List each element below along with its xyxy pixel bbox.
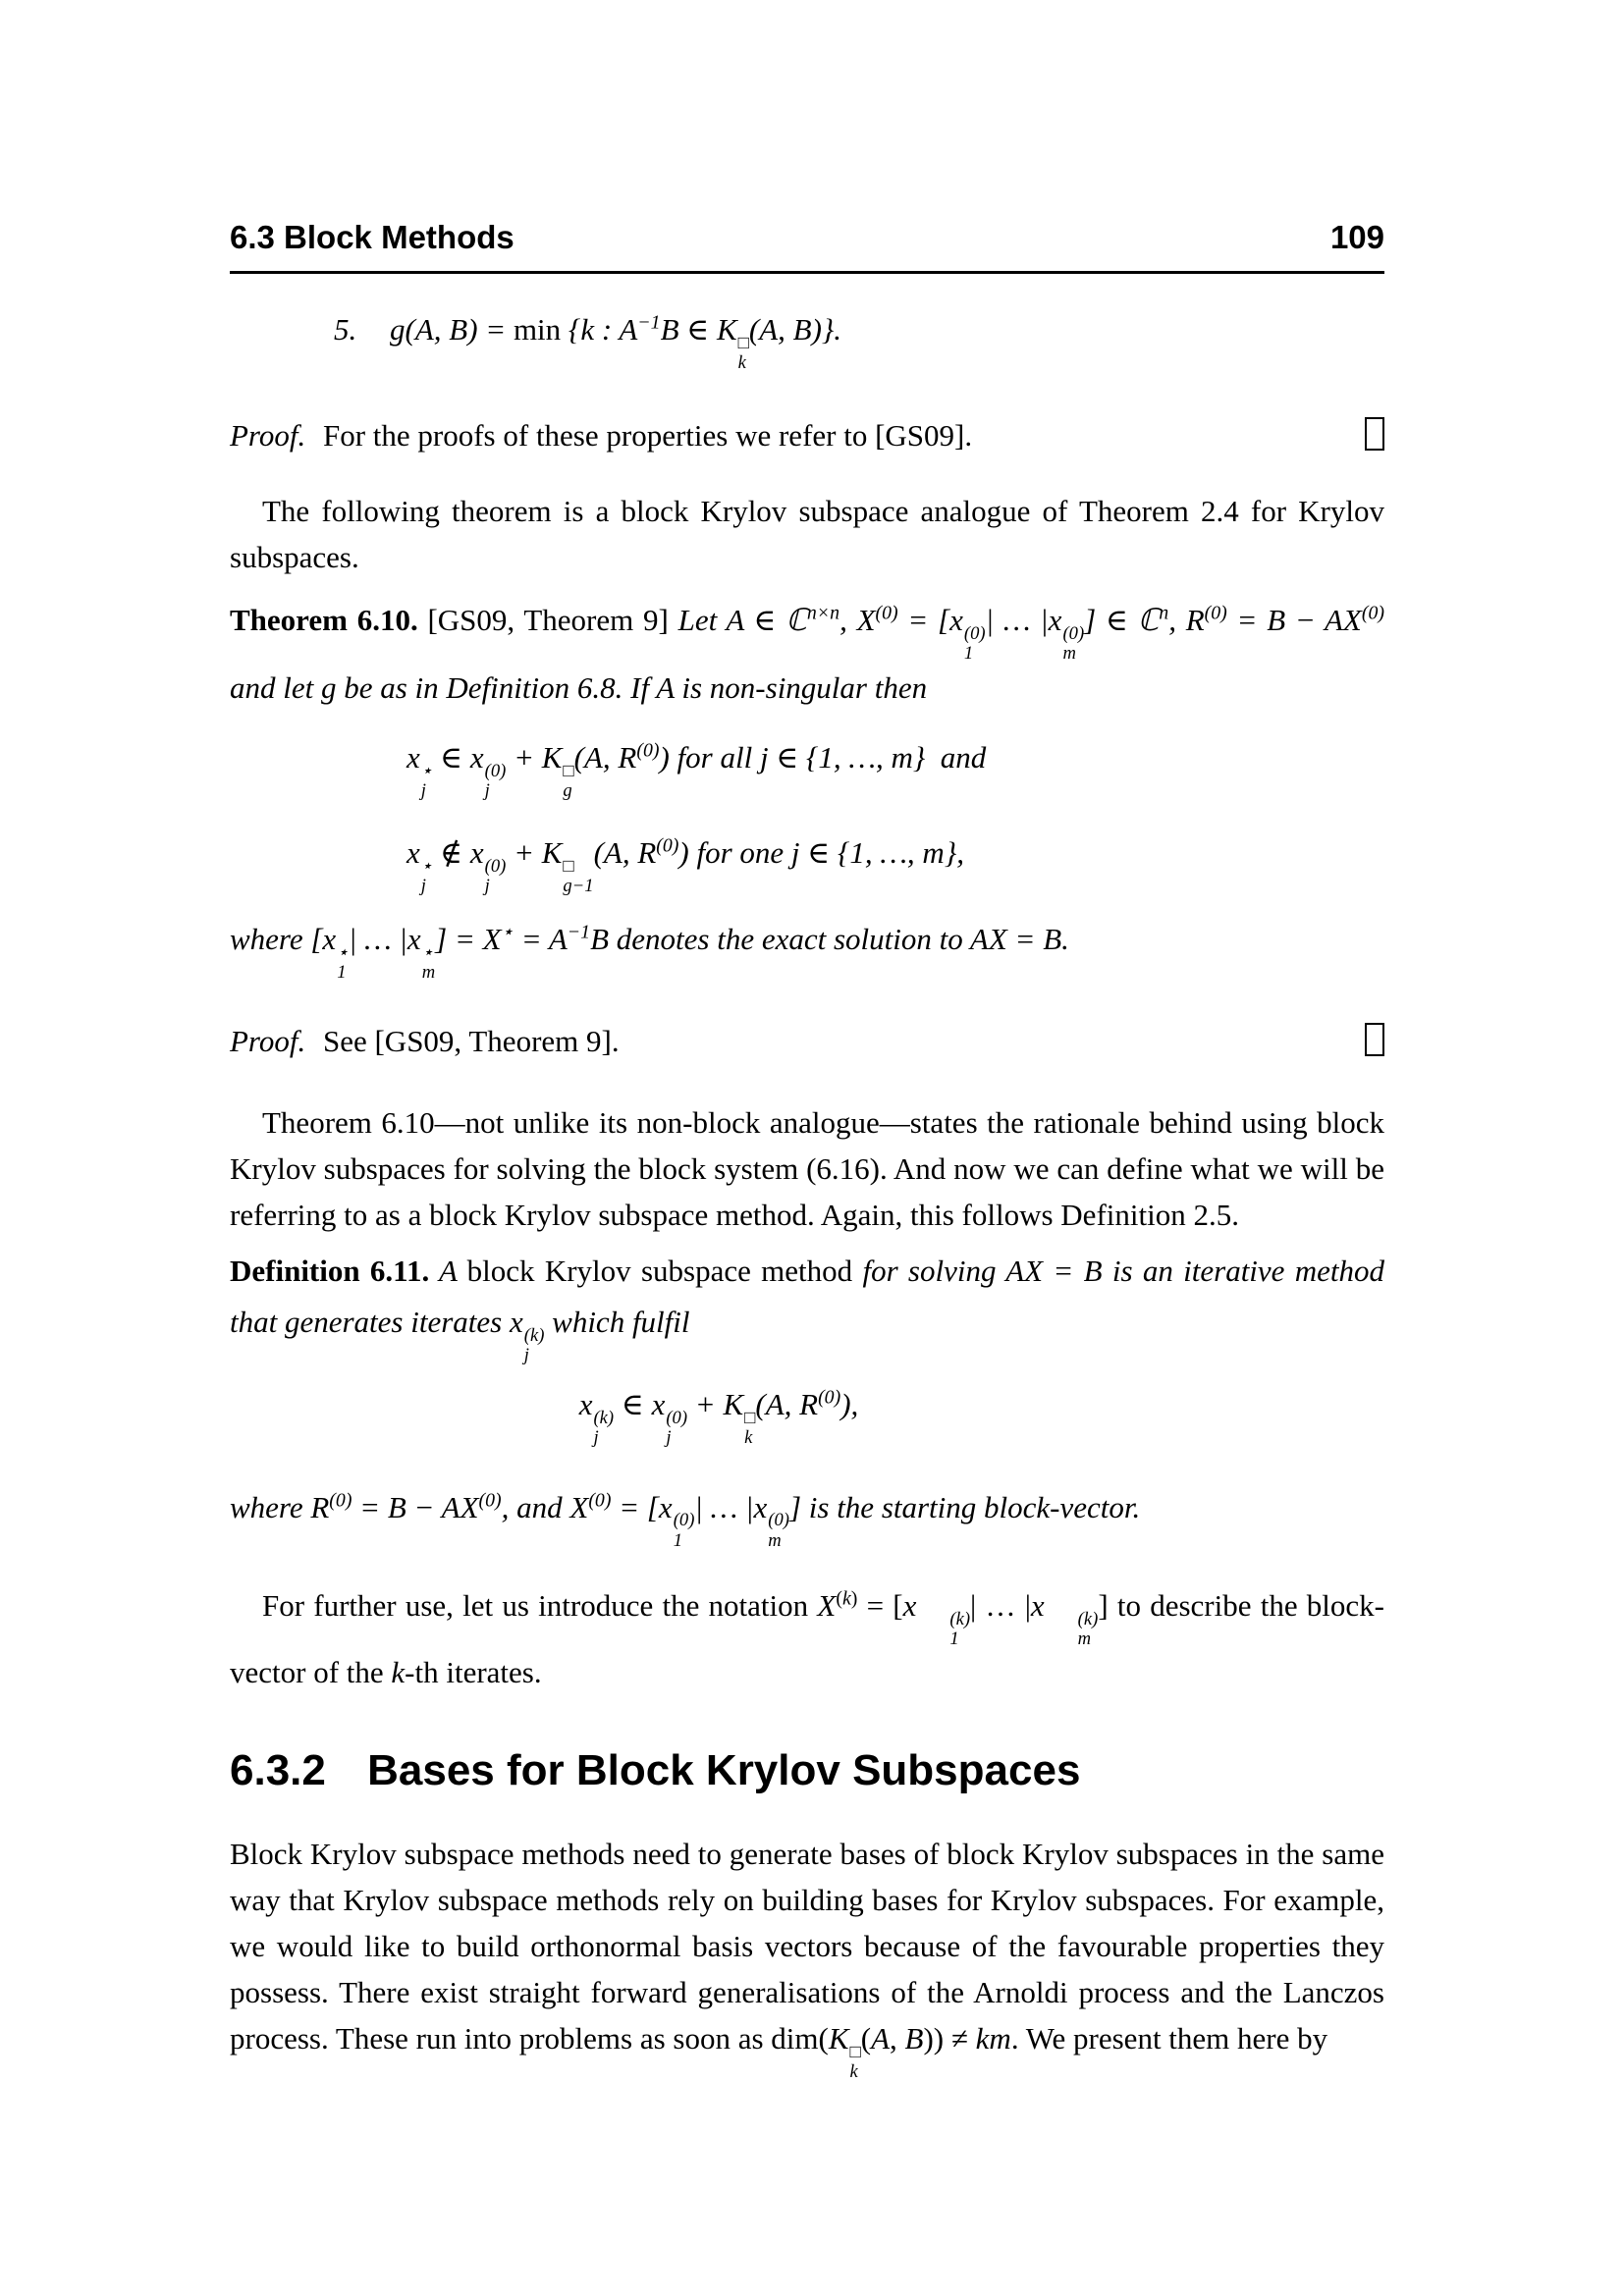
theorem-6-10-label: Theorem 6.10. [230, 603, 418, 638]
qed-box-icon [1365, 417, 1384, 451]
proof-1-label: Proof. [230, 418, 306, 454]
paragraph-theorem-intro: The following theorem is a block Krylov subspace analogue of Theorem 2.4 for Krylov subspaces. [230, 494, 1384, 575]
proof-2-label: Proof. [230, 1024, 306, 1059]
qed-box-icon [1365, 1023, 1384, 1056]
definition-6-11 [230, 1246, 1384, 1365]
list-item-5-number: 5. [334, 312, 357, 347]
theorem-6-10-citation: [GS09, Theorem 9] [427, 603, 669, 638]
subsection-number: 6.3.2 [230, 1745, 326, 1794]
theorem-equation-2: x ⋆ j ∉ x (0) j + K □ g−1 (A, $R^{(0)}$) for one j ∈ {1, …, m}, [406, 834, 964, 897]
definition-6-11-body: A block Krylov subspace method for solving AX = B is an iterative method that generates iterates x (k) j which fulfil [230, 1254, 1384, 1366]
theorem-6-10 [230, 596, 1384, 713]
theorem-equation-1: x ⋆ j ∈ x (0) j + K □ g (A, $R^{(0)}$) for all j ∈ {1, …, m} and [406, 739, 987, 802]
definition-6-11-label: Definition 6.11. [230, 1254, 430, 1289]
proof-2-text: See [GS09, Theorem 9]. [322, 1024, 620, 1059]
subsection-title: Bases for Block Krylov Subspaces [367, 1745, 1081, 1794]
theorem-equations [406, 730, 1384, 896]
paragraph-bases: Block Krylov subspace methods need to generate bases of block Krylov subspaces in the same way that Krylov subspace methods rely on building bases for Krylov subspaces. For example, we would like to build orthonormal basis vectors because of the favourable properties they possess. There exist straight forward generalisations of the Arnoldi process and the Lanczos process. These run into problems as soon as dim(K □ k (A, B)) ≠ km. We present them here by [230, 1836, 1384, 2082]
list-item-5-formula: g(A, B) = min {k : $A^{-1}B$ ∈ K □ k (A, B)}. [390, 311, 842, 373]
proof-1-text: For the proofs of these properties we refer to [GS09]. [322, 418, 973, 454]
paragraph-notation: For further use, let us introduce the notation $X^{(k)} = [x$ (k) 1 | … |x (k) m ] to describe the block-vector of the k-th iterates. [230, 1587, 1384, 1689]
theorem-where-clause: where [x ⋆ 1 | … |x ⋆ m ] = $X^⋆ = A^{-1}B$ denotes the exact solution to AX = B. [230, 921, 1069, 984]
list-item-5 [230, 303, 1384, 373]
running-header-section-title: 6.3 Block Methods [230, 219, 514, 255]
proof-paragraph-1 [230, 412, 1384, 458]
subsection-heading [230, 1746, 1384, 1795]
paragraph-rationale: Theorem 6.10—not unlike its non-block analogue—states the rationale behind using block Krylov subspaces for solving the block system (6.16). And now we can define what we will be referring to as a block Krylov subspace method. Again, this follows Definition 2.5. [230, 1105, 1384, 1233]
proof-paragraph-2 [230, 1018, 1384, 1064]
running-header-page-number: 109 [1329, 219, 1384, 255]
definition-equation: x (k) j ∈ x (0) j + K □ k (A, $R^{(0)}$), [578, 1387, 859, 1449]
text-column [230, 218, 1384, 2082]
theorem-6-10-body: Let A ∈ ℂ$^{n\times n}$, $X^{(0)} = [x$ (0) 1 | … |x (0) m ] ∈ ℂ$^n$, $R^{(0)} = B - AX^{(0)}$ and let g be as in Definition 6.8. If A is non-singular then [230, 602, 1384, 706]
definition-where-clause: where $R^{(0)} = B - AX^{(0)}$, and $X^{(0)} = [x$ (0) 1 | … |x (0) m ] is the starting block-vector. [230, 1489, 1141, 1551]
running-header [230, 218, 1384, 274]
